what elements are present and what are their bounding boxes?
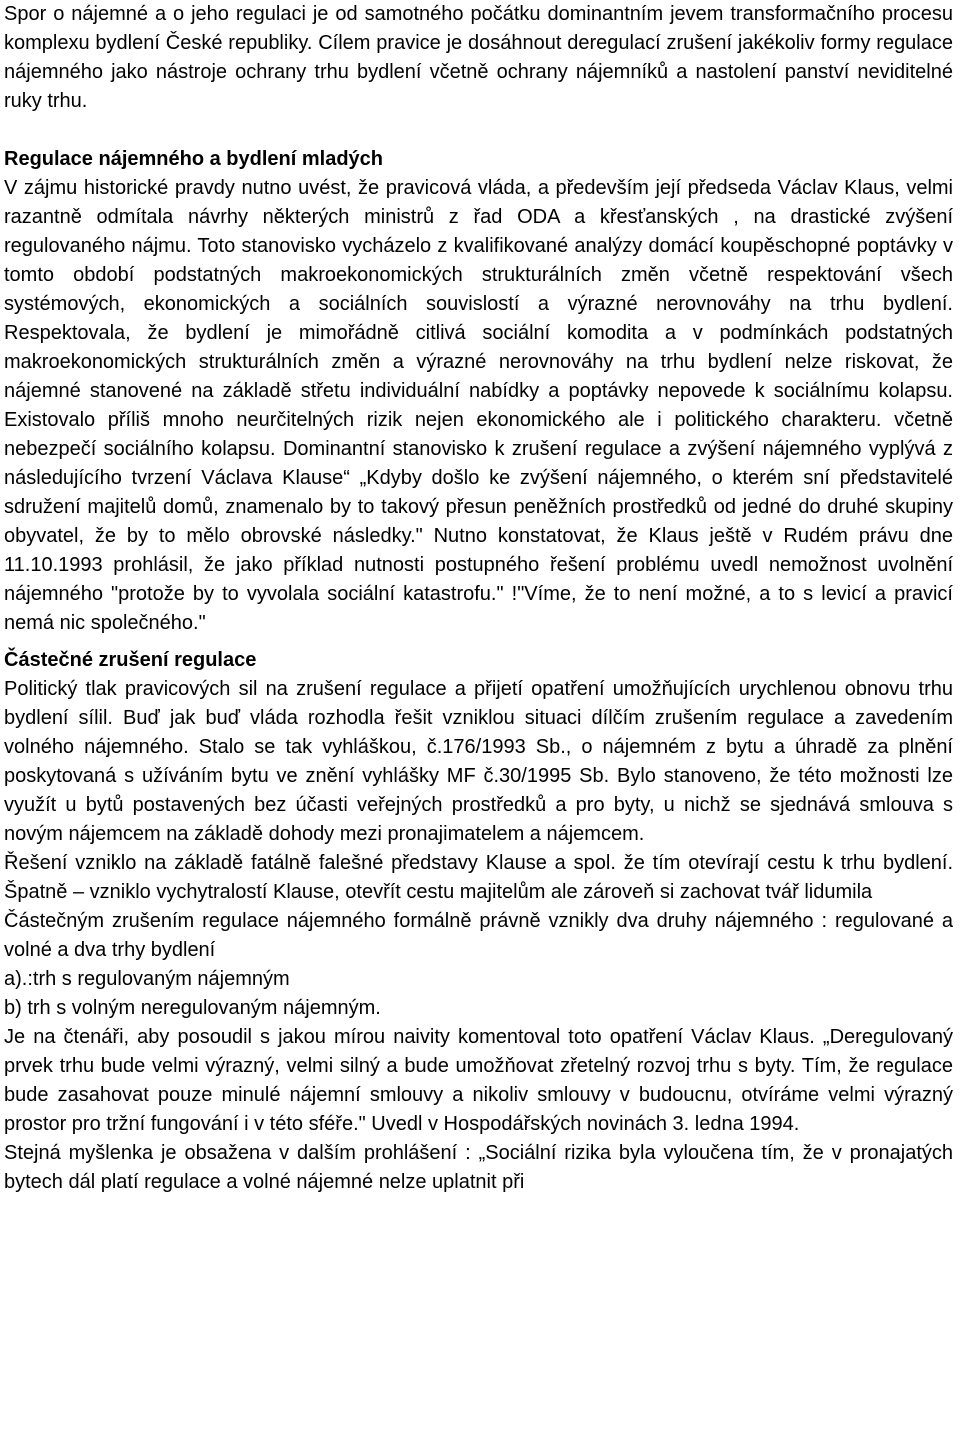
- list-item-b: b) trh s volným neregulovaným nájemným.: [4, 997, 381, 1019]
- paragraph-politicky-tlak: Politický tlak pravicových sil na zrušení regulace a přijetí opatření umožňujících urychlenou obnovu trhu bydlení sílil. Buď jak buď vláda rozhodla řešit vzniklou situaci dílčím zrušením regulace a zavedením volného nájemného. Stalo se tak vyhláškou, č.176/1993 Sb., o nájemném z bytu a úhradě za plnění poskytovaná s užíváním bytu ve znění vyhlášky MF č.30/1995 Sb. Bylo stanoveno, že této možnosti lze využít u bytů postavených bez účasti veřejných prostředků a pro byty, u nichž se sjednává smlouva s novým nájemcem na základě dohody mezi pronajimatelem a nájemcem.: [4, 678, 953, 845]
- section-heading-zruseni: Částečné zrušení regulace: [4, 649, 257, 671]
- section-heading-regulace: Regulace nájemného a bydlení mladých: [4, 148, 384, 170]
- intro-paragraph: Spor o nájemné a o jeho regulaci je od samotného počátku dominantním jevem transformačního procesu komplexu bydlení České republiky. Cílem pravice je dosáhnout deregulací zrušení jakékoliv formy regulace nájemného jako nástroje ochrany trhu bydlení včetně ochrany nájemníků a nastolení panství neviditelné ruky trhu.: [4, 3, 953, 112]
- paragraph-stejna-myslenka: Stejná myšlenka je obsažena v dalším prohlášení : „Sociální rizika byla vyloučena tím, že v pronajatých bytech dál platí regulace a volné nájemné nelze uplatnit při: [4, 1142, 953, 1193]
- paragraph-castecnym: Částečným zrušením regulace nájemného formálně právně vznikly dva druhy nájemného : regulované a volné a dva trhy bydlení: [4, 910, 953, 961]
- list-item-a: a).:trh s regulovaným nájemným: [4, 968, 290, 990]
- section-paragraph-regulace: V zájmu historické pravdy nutno uvést, že pravicová vláda, a především její předseda Václav Klaus, velmi razantně odmítala návrhy některých ministrů z řad ODA a křesťanských , na drastické zvýšení regulovaného nájmu. Toto stanovisko vycházelo z kvalifikované analýzy domácí koupěschopné poptávky v tomto období podstatných makroekonomických strukturálních změn včetně respektování všech systémových, ekonomických a sociálních souvislostí a výrazné nerovnováhy na trhu bydlení. Respektovala, že bydlení je mimořádně citlivá sociální komodita a v podmínkách podstatných makroekonomických strukturálních změn a výrazné nerovnováhy na trhu bydlení nelze riskovat, že nájemné stanovené na základě střetu individuální nabídky a poptávky nepovede k sociálnímu kolapsu. Existovalo příliš mnoho neurčitelných rizik nejen ekonomického ale i politického charakteru. včetně nebezpečí sociálního kolapsu. Dominantní stanovisko k zrušení regulace a zvýšení nájemného vyplývá z následujícího tvrzení Václava Klause“ „Kdyby došlo ke zvýšení nájemného, o kterém sní představitelé sdružení majitelů domů, znamenalo by to takový přesun peněžních prostředků od jedné do druhé skupiny obyvatel, že by to mělo obrovské následky." Nutno konstatovat, že Klaus ještě v Rudém právu dne 11.10.1993 prohlásil, že jako příklad nutnosti postupného řešení problému uvedl nemožnost uvolnění nájemného "protože by to vyvolala sociální katastrofu." !"Víme, že to není možné, a to s levicí a pravicí nemá nic společného.": [4, 177, 953, 634]
- paragraph-ctenari: Je na čtenáři, aby posoudil s jakou mírou naivity komentoval toto opatření Václav Klaus. „Deregulovaný prvek trhu bude velmi výrazný, velmi silný a bude umožňovat zřetelný rozvoj trhu s byty. Tím, že regulace bude zasahovat pouze minulé nájemní smlouvy a nikoliv smlouvy v budoucnu, otvíráme velmi výrazný prostor pro tržní fungování i v této sféře." Uvedl v Hospodářských novinách 3. ledna 1994.: [4, 1026, 953, 1135]
- paragraph-reseni: Řešení vzniklo na základě fatálně falešné představy Klause a spol. že tím otevírají cestu k trhu bydlení. Špatně – vzniklo vychytralostí Klause, otevřít cestu majitelům ale zároveň si zachovat tvář lidumila: [4, 852, 953, 903]
